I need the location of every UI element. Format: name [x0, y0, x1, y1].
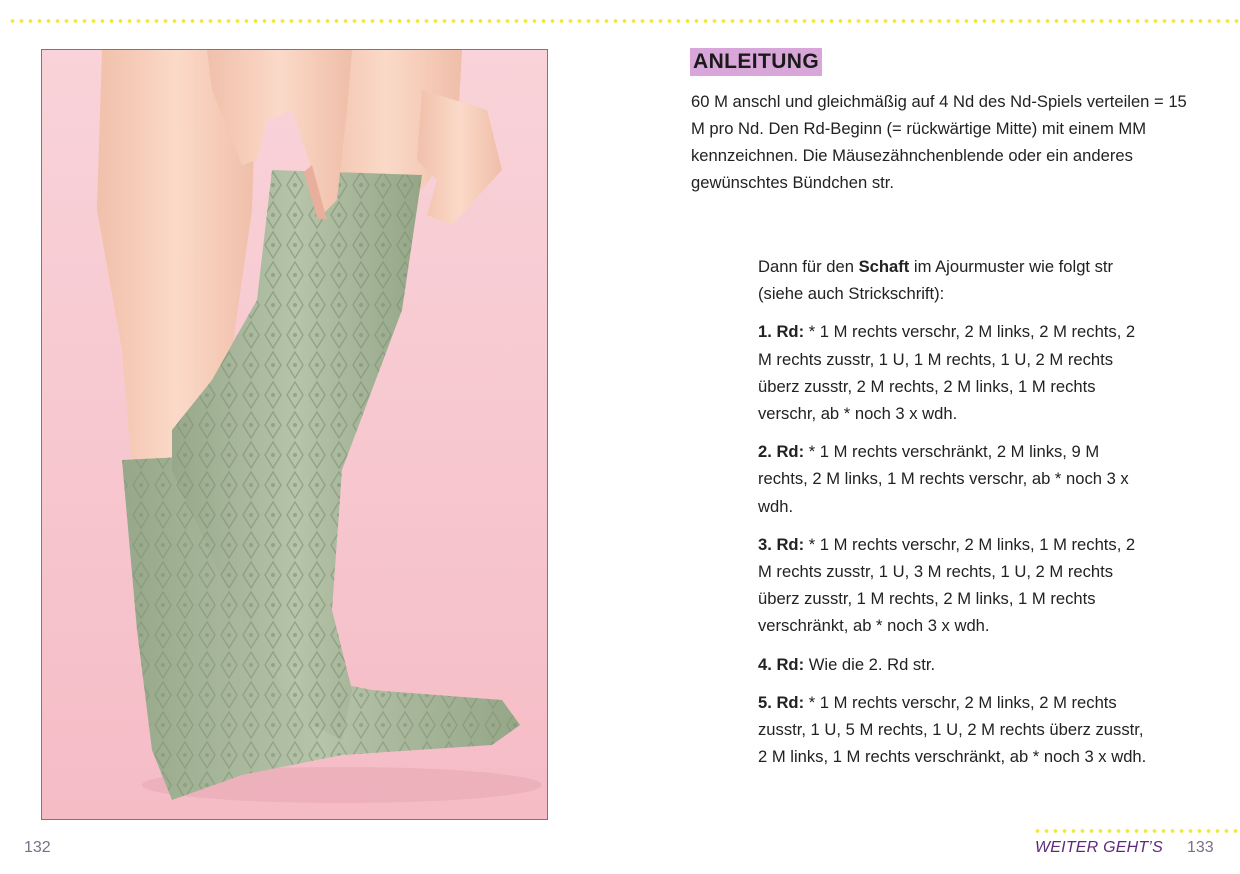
round-3: 3. Rd: * 1 M rechts verschr, 2 M links, 1 M rechts, 2 M rechts zusstr, 1 U, 3 M rechts, 1 U, 2 M rechts überz zusstr, 1 M rechts, 2 M links, 1 M rechts verschränkt, ab * noch 3 x wdh. [758, 534, 1136, 636]
page-number-right: 133 [1187, 839, 1214, 856]
top-dotted-border [8, 18, 1240, 24]
round-2: 2. Rd: * 1 M rechts verschränkt, 2 M links, 9 M rechts, 2 M links, 1 M rechts verschr, ab * noch 3 x wdh. [758, 442, 1129, 516]
round-label: 3. Rd: [758, 534, 805, 554]
continue-link[interactable]: WEITER GEHT’S [1035, 839, 1163, 856]
round-4: 4. Rd: Wie die 2. Rd str. [758, 654, 936, 674]
round-label: 2. Rd: [758, 442, 805, 462]
pattern-instructions [758, 253, 1148, 781]
schaft-paragraph: Dann für den Schaft im Ajourmuster wie folgt str (siehe auch Strickschrift): [758, 257, 1114, 304]
round-label: 1. Rd: [758, 322, 805, 342]
round-label: 5. Rd: [758, 692, 805, 712]
intro-paragraph: 60 M anschl und gleichmäßig auf 4 Nd des Nd-Spiels verteilen = 15 M pro Nd. Den Rd-Beginn (= rückwärtige Mitte) mit einem MM kennzeichnen. Die Mäusezähnchenblende oder ein anderes gewünschtes Bündchen str. [691, 92, 1187, 192]
round-label: 4. Rd: [758, 654, 805, 674]
bottom-dotted-border [1033, 828, 1240, 834]
section-heading: ANLEITUNG [690, 48, 822, 76]
round-1: 1. Rd: * 1 M rechts verschr, 2 M links, 2 M rechts, 2 M rechts zusstr, 1 U, 1 M rechts, 1 U, 2 M rechts überz zusstr, 2 M rechts, 2 M links, 1 M rechts verschr, ab * noch 3 x wdh. [758, 322, 1136, 424]
page-number-left: 132 [24, 839, 51, 856]
sock-photo [41, 49, 548, 820]
round-5: 5. Rd: * 1 M rechts verschr, 2 M links, 2 M rechts zusstr, 1 U, 5 M rechts, 1 U, 2 M rechts überz zusstr, 2 M links, 1 M rechts verschränkt, ab * noch 3 x wdh. [758, 692, 1147, 767]
